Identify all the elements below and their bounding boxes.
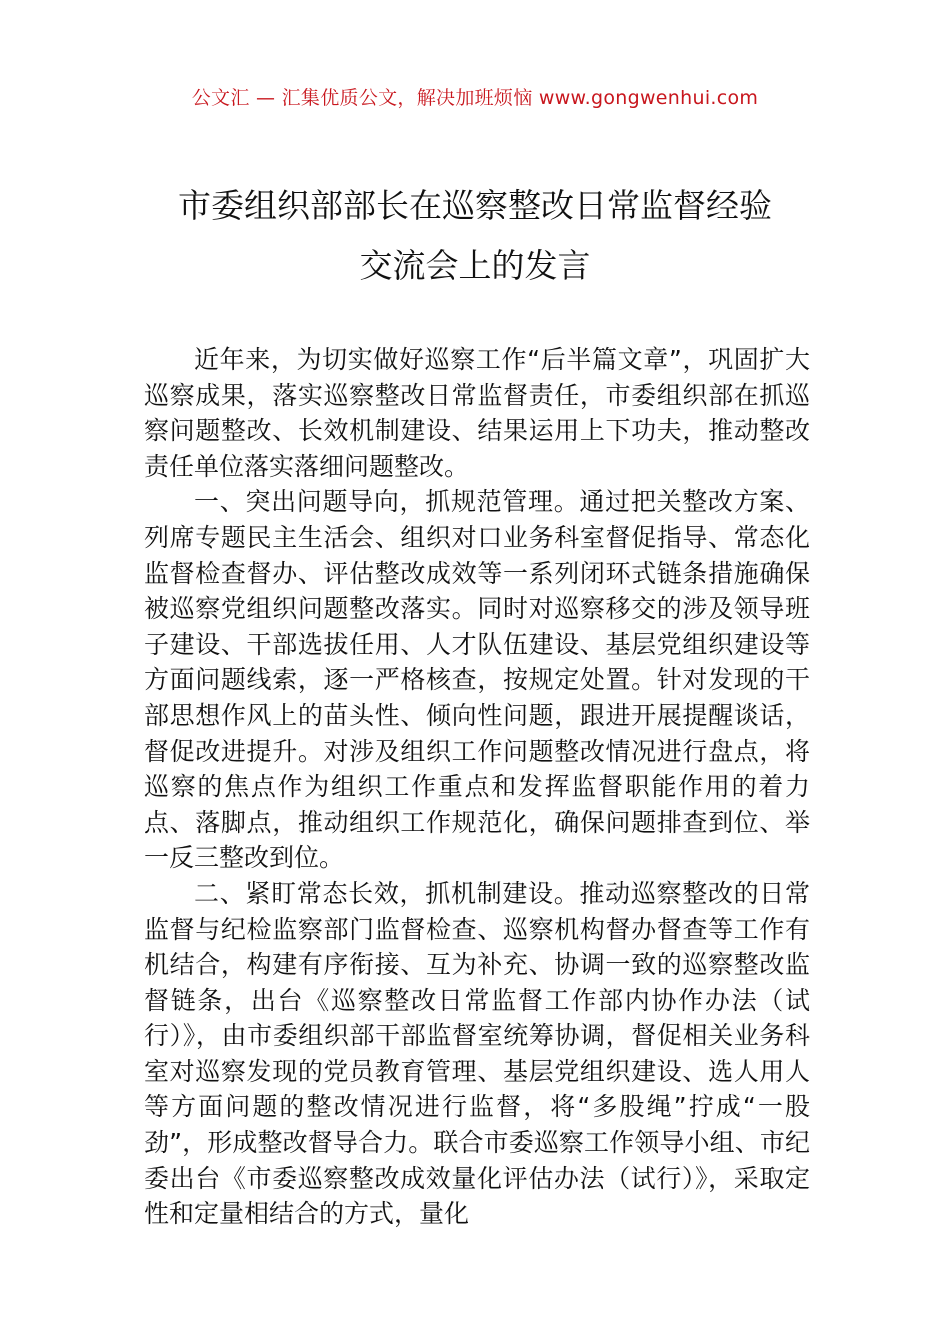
title-line-2: 交流会上的发言 xyxy=(359,246,591,285)
paragraph-intro: 近年来，为切实做好巡察工作“后半篇文章”，巩固扩大巡察成果，落实巡察整改日常监督责任，市委组织部在抓巡察问题整改、长效机制建设、结果运用上下功夫，推动整改责任单位落实落细问题整改。 xyxy=(144,345,810,481)
title-line-1: 市委组织部部长在巡察整改日常监督经验 xyxy=(178,186,772,225)
paragraph-section-1: 一、突出问题导向，抓规范管理。通过把关整改方案、列席专题民主生活会、组织对口业务科室督促指导、常态化监督检查督办、评估整改成效等一系列闭环式链条措施确保被巡察党组织问题整改落实。同时对巡察移交的涉及领导班子建设、干部选拔任用、人才队伍建设、基层党组织建设等方面问题线索，逐一严格核查，按规定处置。针对发现的干部思想作风上的苗头性、倾向性问题，跟进开展提醒谈话，督促改进提升。对涉及组织工作问题整改情况进行盘点，将巡察的焦点作为组织工作重点和发挥监督职能作用的着力点、落脚点，推动组织工作规范化，确保问题排查到位、举一反三整改到位。 xyxy=(144,487,810,873)
document-title xyxy=(60,176,890,296)
document-body xyxy=(144,342,810,1232)
header-watermark-text: 公文汇 — 汇集优质公文，解决加班烦恼 www.gongwenhui.com xyxy=(191,87,759,109)
paragraph-section-2: 二、紧盯常态长效，抓机制建设。推动巡察整改的日常监督与纪检监察部门监督检查、巡察机构督办督查等工作有机结合，构建有序衔接、互为补充、协调一致的巡察整改监督链条，出台《巡察整改日常监督工作部内协作办法（试行）》，由市委组织部干部监督室统筹协调，督促相关业务科室对巡察发现的党员教育管理、基层党组织建设、选人用人等方面问题的整改情况进行监督，将“多股绳”拧成“一股劲”，形成整改督导合力。联合市委巡察工作领导小组、市纪委出台《市委巡察整改成效量化评估办法（试行）》，采取定性和定量相结合的方式，量化 xyxy=(144,878,810,1229)
